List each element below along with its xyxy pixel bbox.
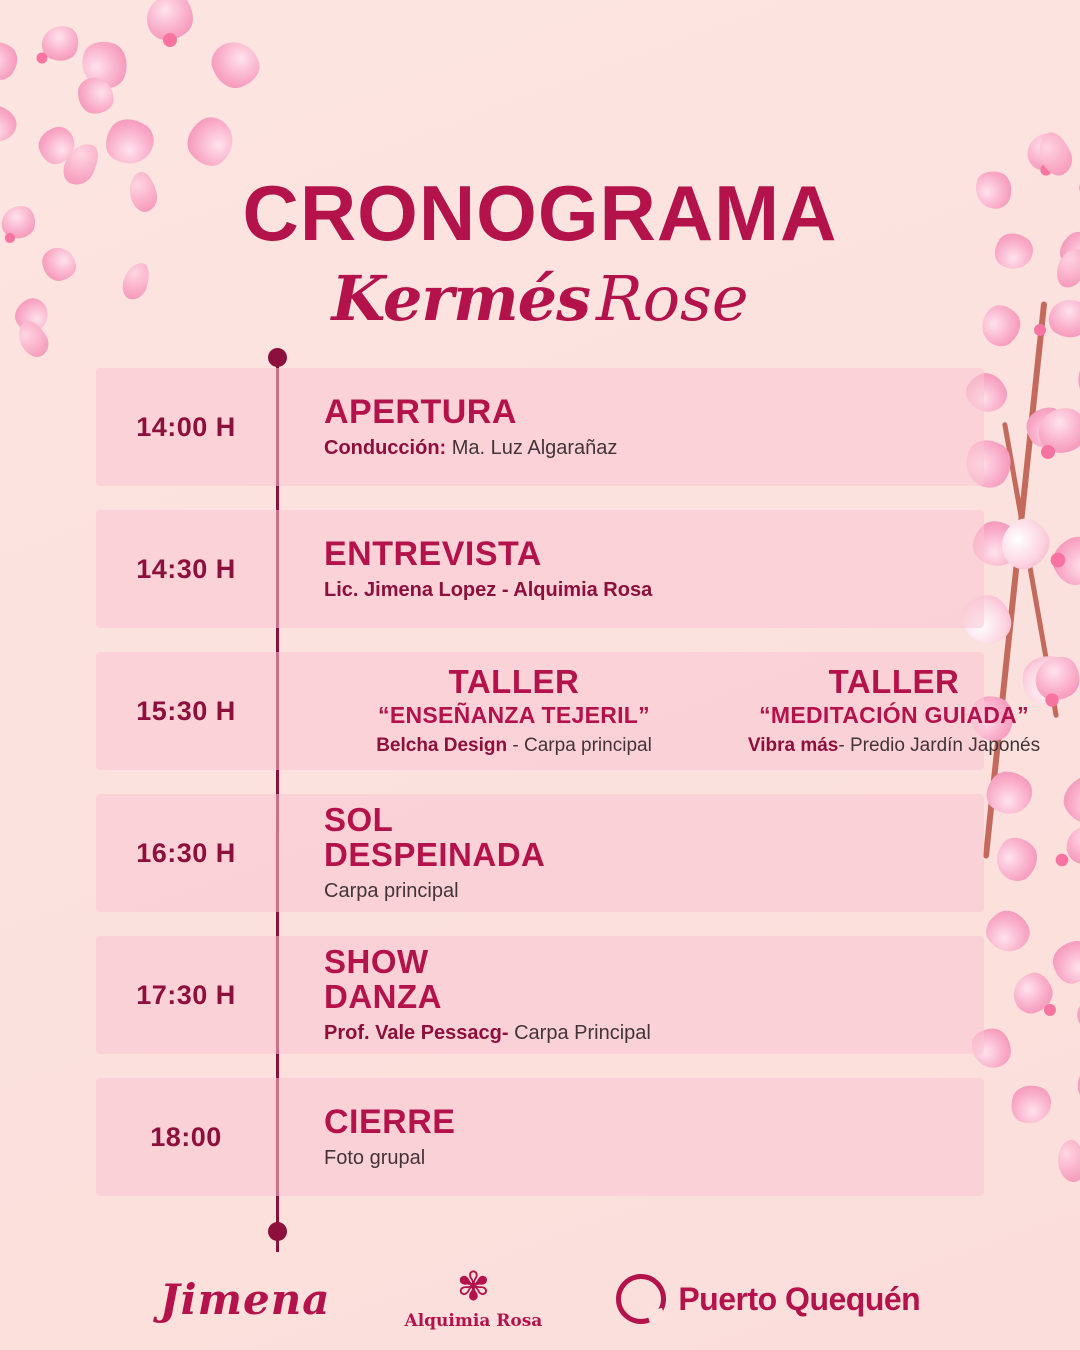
schedule-time: 18:00 xyxy=(150,1121,222,1152)
timeline-dot-top xyxy=(268,348,287,367)
schedule-subtitle-bold: Vibra más xyxy=(747,734,839,756)
puerto-quequen-mark-icon xyxy=(616,1274,666,1324)
schedule-subtitle xyxy=(324,880,984,903)
schedule-subtitle xyxy=(324,579,984,602)
schedule-title-line2: DESPEINADA xyxy=(324,836,546,873)
schedule-row xyxy=(96,510,984,628)
schedule-content xyxy=(324,794,984,912)
page-subtitle xyxy=(0,262,1080,335)
schedule-title-line1: SOL xyxy=(324,801,394,839)
schedule-title: ENTREVISTA xyxy=(324,534,542,573)
schedule-content xyxy=(324,936,984,1054)
butterfly-icon: ✾ xyxy=(456,1265,491,1309)
schedule-title-line1: SHOW xyxy=(324,943,429,981)
schedule-subtitle xyxy=(324,735,704,757)
schedule-subtitle-bold: Belcha Design xyxy=(376,734,508,756)
footer-logos xyxy=(0,1248,1080,1350)
schedule-title: TALLER xyxy=(448,663,580,701)
schedule-row xyxy=(96,652,1041,770)
schedule-title: TALLER xyxy=(828,663,960,701)
logo-alquimia-name: Alquimia Rosa xyxy=(404,1311,543,1331)
schedule-time: 17:30 H xyxy=(136,979,236,1010)
timeline-dot-bottom xyxy=(268,1222,287,1241)
schedule-row xyxy=(96,794,984,912)
schedule-quote: “ENSEÑANZA TEJERIL” xyxy=(378,701,650,728)
logo-jimena: Jimena xyxy=(159,1274,331,1324)
logo-puerto-quequen xyxy=(616,1274,920,1324)
logo-alquimia-rosa xyxy=(405,1267,543,1331)
schedule-subtitle xyxy=(704,735,1080,757)
schedule-column xyxy=(324,652,704,770)
schedule-content xyxy=(324,1078,984,1196)
schedule-subtitle-rest: Ma. Luz Algarañaz xyxy=(446,437,618,460)
schedule-subtitle-bold: Lic. Jimena Lopez - Alquimia Rosa xyxy=(324,579,653,602)
schedule-subtitle-rest: Foto grupal xyxy=(324,1147,426,1170)
schedule-content xyxy=(324,652,1080,770)
schedule-subtitle-rest: Carpa Principal xyxy=(508,1021,651,1044)
schedule-subtitle xyxy=(324,1022,984,1045)
schedule-subtitle xyxy=(324,437,984,460)
schedule-column xyxy=(704,652,1080,770)
schedule-subtitle xyxy=(324,1147,984,1170)
schedule-time: 16:30 H xyxy=(136,837,236,868)
schedule-subtitle-bold: Prof. Vale Pessacg- xyxy=(324,1021,509,1044)
subtitle-script: Rose xyxy=(596,262,749,335)
schedule-content xyxy=(324,368,984,486)
schedule-subtitle-rest: - Predio Jardín Japonés xyxy=(838,734,1041,756)
schedule-row xyxy=(96,368,984,486)
schedule-time: 14:00 H xyxy=(136,411,236,442)
schedule-time: 14:30 H xyxy=(136,553,236,584)
schedule-title-line2: DANZA xyxy=(324,978,442,1015)
schedule-row xyxy=(96,936,984,1054)
schedule-subtitle-bold: Conducción: xyxy=(324,437,447,460)
schedule-title: APERTURA xyxy=(324,392,517,431)
schedule-time: 15:30 H xyxy=(136,695,236,726)
schedule-row xyxy=(96,1078,984,1196)
schedule-subtitle-rest: - Carpa principal xyxy=(507,734,652,756)
schedule-title: CIERRE xyxy=(324,1102,456,1141)
schedule-subtitle-rest: Carpa principal xyxy=(324,879,459,902)
petal-icon xyxy=(1054,1138,1080,1185)
page-title: CRONOGRAMA xyxy=(242,169,838,257)
subtitle-bold: Kermés xyxy=(331,262,591,335)
schedule-quote: “MEDITACIÓN GUIADA” xyxy=(759,701,1029,728)
logo-puerto-quequen-name: Puerto Quequén xyxy=(678,1280,921,1317)
schedule-content xyxy=(324,510,984,628)
